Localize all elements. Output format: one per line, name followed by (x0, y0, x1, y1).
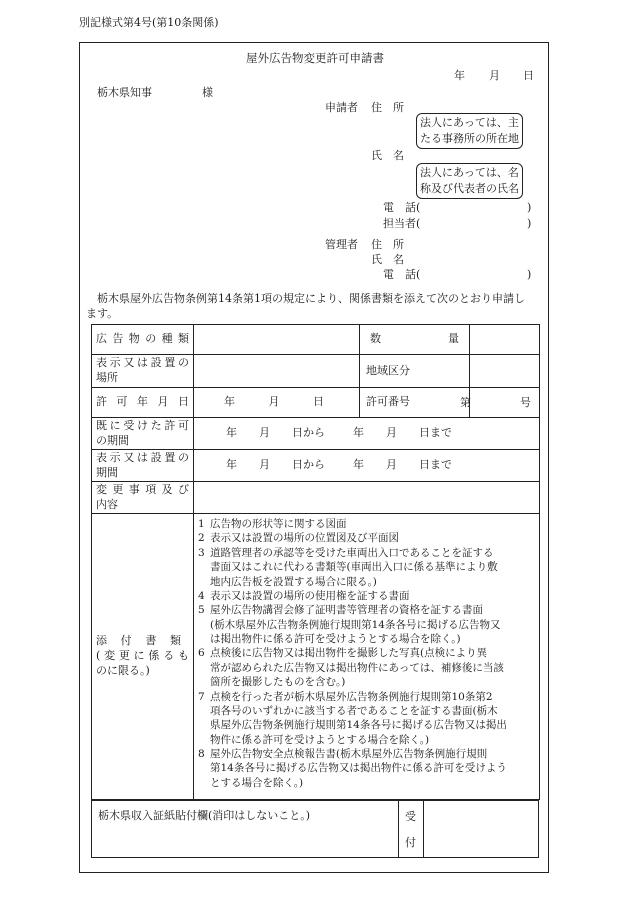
attach-sub-line2: のに限る。) (96, 663, 150, 677)
attachment-number: 2 (198, 532, 205, 545)
attachment-number: 8 (198, 748, 205, 760)
attachment-item-line: 箇所を撮影したものを含む。) (210, 676, 346, 689)
addressee: 栃木県知事 (97, 86, 152, 99)
prev-period-field[interactable]: 年 月 日から 年 月 日まで (194, 418, 540, 450)
attachment-number: 1 (198, 518, 205, 530)
permit-date-field[interactable]: 年 月 日 (194, 388, 360, 418)
location-label-line2: 場所 (96, 371, 118, 384)
attachment-number: 5 (198, 604, 205, 617)
table-row (92, 355, 540, 388)
manager-name-label: 氏 名 (371, 253, 404, 266)
table-row (92, 325, 540, 355)
table-row (92, 418, 540, 450)
attachment-item-line: は掲出物件に係る許可を受けようとする場合を除く。) (210, 633, 461, 645)
receipt-label-top: 受 (405, 810, 416, 823)
applicant-name-note: 法人にあっては、名 称及び代表者の氏名 (416, 163, 523, 199)
attachment-number: 6 (198, 647, 205, 660)
attachment-item-line: 4 表示又は設置の場所の使用権を証する書面 (198, 589, 410, 602)
manager-phone-label: 電 話( (383, 268, 421, 281)
form-number-label: 別記様式第4号(第10条関係) (79, 16, 219, 29)
applicant-contact-close: ) (527, 217, 532, 230)
applicant-phone-close: ) (527, 201, 532, 214)
intro-line-2: ます。 (86, 307, 119, 320)
attachment-item-line: 項各号のいずれかに該当する者であることを証する書面(栃木 (210, 704, 498, 717)
attachment-item-line: 第14条各号に掲げる広告物又は掲出物件に係る許可を受けよう (210, 762, 507, 775)
attachment-item-line: 7 点検を行った者が栃木県屋外広告物条例施行規則第10条第2 (198, 690, 493, 703)
prev-period-label-line2: の期間 (96, 433, 129, 447)
table-row (92, 450, 540, 482)
attachment-item-line: 書面又はこれに代わる書類等(車両出入口に係る基準により敷 (210, 561, 498, 574)
receipt-box (398, 801, 424, 857)
intro-line-1: 栃木県屋外広告物条例第14条第1項の規定により、関係書類を添えて次のとおり申請し (97, 292, 525, 305)
change-label-line1: 変更事項及び (96, 482, 189, 496)
form-title: 屋外広告物変更許可申請書 (246, 51, 384, 65)
applicant-address-label: 住 所 (371, 101, 404, 114)
attachment-number: 3 (198, 546, 205, 559)
permit-number-label: 許可番号 (366, 395, 410, 409)
quantity-label: 数 量 (370, 332, 459, 346)
application-table (91, 324, 540, 800)
attachment-item-line: 物件に係る許可を受けようとする場合を除く。) (210, 733, 430, 746)
table-row (92, 482, 540, 514)
change-field[interactable] (194, 482, 540, 514)
stamp-area (91, 800, 539, 858)
quantity-field[interactable] (470, 325, 540, 355)
attachment-item-line: 5 屋外広告物講習会修了証明書等管理者の資格を証する書面 (198, 604, 483, 617)
permit-number-field[interactable]: 第 号 (470, 388, 540, 418)
manager-address-label: 住 所 (371, 238, 404, 251)
area-field[interactable] (470, 355, 540, 388)
display-period-label-line1: 表示又は設置の (96, 450, 189, 464)
attachment-item-line: とする場合を除く。) (210, 776, 304, 789)
attachment-number: 7 (198, 690, 205, 703)
attachment-item-line: 8 屋外広告物安全点検報告書(栃木県屋外広告物条例施行規則 (198, 748, 488, 760)
area-label: 地域区分 (366, 363, 410, 377)
applicant-name-label: 氏 名 (371, 149, 404, 162)
location-field[interactable] (194, 355, 360, 388)
applicant-phone-label: 電 話( (383, 201, 421, 214)
table-row (92, 514, 540, 800)
attach-sub-line1: (変更に係るも (96, 649, 189, 663)
receipt-label-bottom: 付 (405, 836, 416, 849)
attachment-item-line: (栃木県屋外広告物条例施行規則第14条各号に掲げる広告物又 (210, 618, 501, 631)
date-day-label: 日 (523, 69, 534, 82)
applicant-address-note: 法人にあっては、主 たる事務所の所在地 (416, 113, 523, 149)
location-label-line1: 表示又は設置の (96, 356, 189, 370)
applicant-contact-label: 担当者( (383, 217, 421, 230)
permit-date-label: 許可年月日 (96, 395, 189, 409)
manager-phone-close: ) (527, 268, 532, 281)
applicant-label: 申請者 (325, 101, 358, 114)
attachment-item-line: 2 表示又は設置の場所の位置図及び平面図 (198, 532, 399, 545)
date-year-label: 年 (454, 69, 465, 82)
date-month-label: 月 (489, 69, 500, 82)
manager-label: 管理者 (325, 238, 358, 251)
attachment-item-line: 6 点検後に広告物又は掲出物件を撮影した写真(点検により異 (198, 647, 488, 660)
stamp-label: 栃木県収入証紙貼付欄(消印はしないこと。) (98, 809, 311, 822)
attachment-item-line: 地内広告板を設置する場合に限る。) (210, 575, 377, 588)
change-label-line2: 内容 (96, 497, 118, 511)
attach-label: 添付書類 (96, 634, 181, 648)
addressee-honorific: 様 (202, 86, 213, 99)
table-row (92, 388, 540, 418)
attachment-item-line: 3 道路管理者の承認等を受けた車両出入口であることを証する (198, 546, 494, 559)
attachment-item-line: 1 広告物の形状等に関する図面 (198, 518, 347, 530)
prev-period-label-line1: 既に受けた許可 (96, 418, 189, 432)
display-period-field[interactable]: 年 月 日から 年 月 日まで (194, 450, 540, 482)
display-period-label-line2: 期間 (96, 465, 118, 479)
attachment-item-line: 県屋外広告物条例施行規則第14条各号に掲げる広告物又は掲出 (210, 719, 507, 732)
ad-type-field[interactable] (194, 325, 360, 355)
attachments-list (194, 514, 540, 800)
ad-type-label: 広告物の種類 (96, 332, 189, 346)
attachment-number: 4 (198, 589, 205, 602)
attachment-item-line: 常が認められた広告物又は掲出物件にあっては、補修後に当該 (210, 661, 504, 674)
